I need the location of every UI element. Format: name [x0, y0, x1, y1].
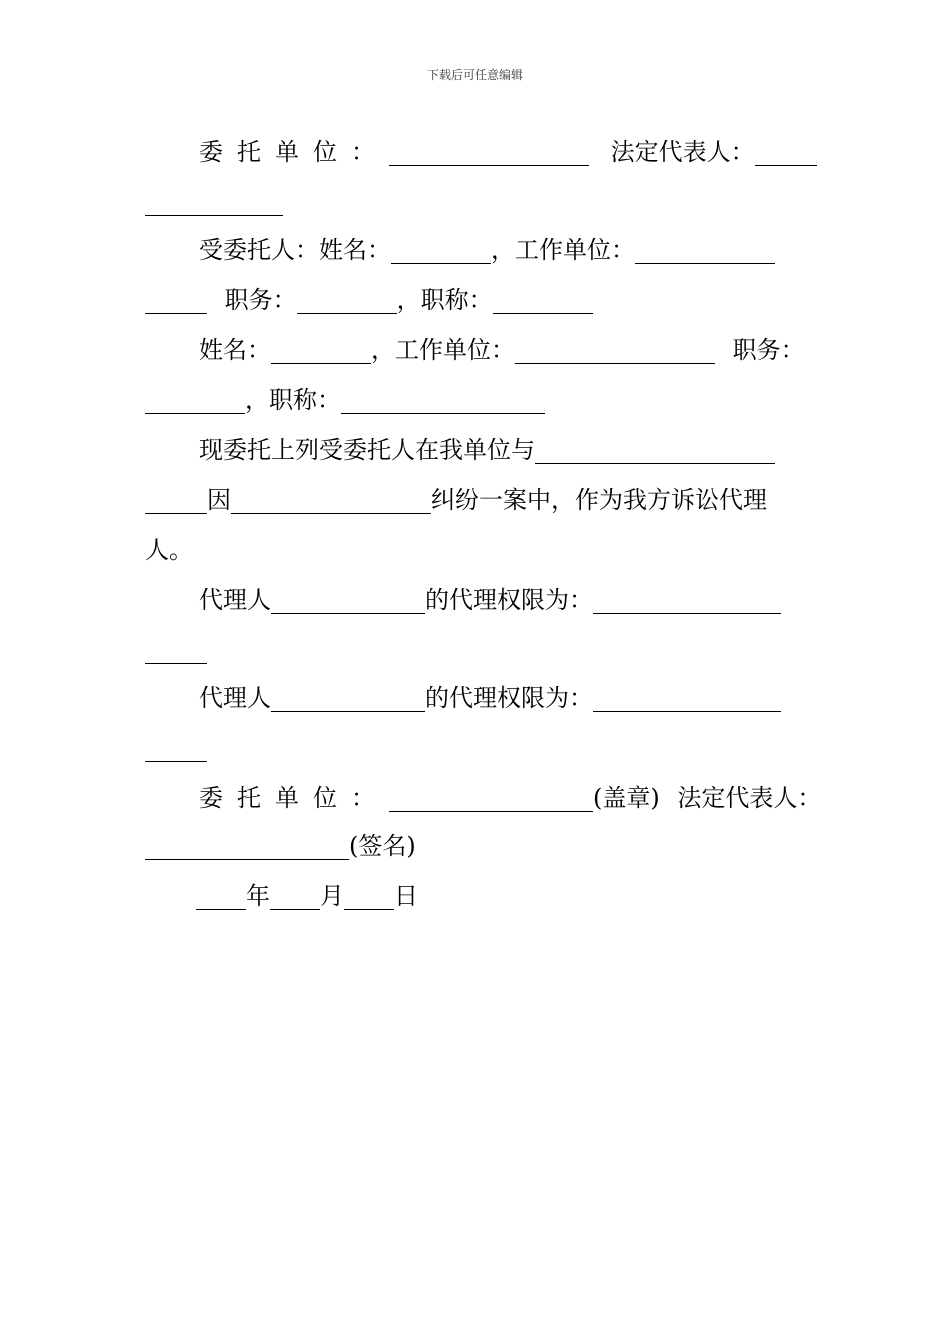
date-line	[196, 880, 876, 912]
authority1-agent-label: 代理人	[199, 586, 271, 614]
authority1-scope-blank[interactable]	[593, 589, 781, 614]
legal-rep-blank-cont-line	[145, 186, 825, 218]
year-blank[interactable]	[196, 885, 246, 910]
signature-cont-line	[145, 830, 825, 862]
case-end-text: 人。	[145, 536, 193, 564]
agent2-name-label: 姓名：	[199, 336, 271, 364]
authority1-scope-label: 的代理权限为：	[425, 586, 593, 614]
because-text: 因	[207, 486, 231, 514]
agent1-workplace-blank-cont[interactable]	[145, 289, 207, 314]
authority2-scope-blank[interactable]	[593, 687, 781, 712]
agent2-position-blank[interactable]	[145, 389, 245, 414]
agent2-workplace-blank[interactable]	[515, 339, 715, 364]
agent2-position-label: 职务：	[732, 336, 805, 364]
agent2-title-label: ，职称：	[245, 386, 341, 414]
agent2-workplace-label: ，工作单位：	[371, 336, 515, 364]
legal-rep-label: 法定代表人：	[610, 138, 755, 166]
legal-rep-blank-cont[interactable]	[145, 191, 283, 216]
agent1-cont-line	[145, 284, 825, 316]
year-label: 年	[246, 882, 270, 910]
agent1-position-label: 职务：	[224, 286, 297, 314]
case-end-line	[145, 534, 825, 566]
agent2-line	[145, 334, 879, 366]
agent1-title-label: ，职称：	[396, 286, 493, 314]
authority2-scope-blank-cont[interactable]	[145, 737, 207, 762]
sign-unit-label: 委托单位：	[199, 784, 389, 812]
day-blank[interactable]	[344, 885, 394, 910]
entrust-line	[145, 434, 879, 466]
agent1-line	[145, 234, 879, 266]
principal-unit-line	[145, 136, 879, 168]
opponent-blank[interactable]	[535, 439, 775, 464]
legal-rep-blank[interactable]	[755, 141, 817, 166]
authority1-line	[145, 584, 879, 616]
authority2-agent-blank[interactable]	[271, 687, 425, 712]
month-blank[interactable]	[270, 885, 320, 910]
seal-label: (盖章)	[593, 784, 660, 812]
case-line	[145, 484, 825, 516]
entrust-text: 现委托上列受委托人在我单位与	[199, 436, 535, 464]
agent2-cont-line	[145, 384, 825, 416]
agent1-name-label: 受委托人：姓名：	[199, 236, 391, 264]
signature-line	[145, 782, 879, 814]
authority1-cont-line	[145, 634, 825, 666]
signature-label: (签名)	[349, 832, 416, 860]
agent1-workplace-label: ，工作单位：	[491, 236, 635, 264]
agent1-title-blank[interactable]	[493, 289, 593, 314]
dispute-blank[interactable]	[231, 489, 431, 514]
opponent-blank-cont[interactable]	[145, 489, 207, 514]
sign-unit-blank[interactable]	[389, 787, 593, 812]
case-text: 纠纷一案中，作为我方诉讼代理	[431, 486, 767, 514]
authority2-cont-line	[145, 732, 825, 764]
authority1-scope-blank-cont[interactable]	[145, 639, 207, 664]
principal-unit-blank[interactable]	[389, 141, 589, 166]
sign-legal-rep-label: 法定代表人：	[677, 784, 822, 812]
authority1-agent-blank[interactable]	[271, 589, 425, 614]
agent1-name-blank[interactable]	[391, 239, 491, 264]
agent1-position-blank[interactable]	[297, 289, 397, 314]
day-label: 日	[394, 882, 418, 910]
agent2-title-blank[interactable]	[341, 389, 545, 414]
sign-legal-rep-blank[interactable]	[145, 835, 349, 860]
agent2-name-blank[interactable]	[271, 339, 371, 364]
authority2-scope-label: 的代理权限为：	[425, 684, 593, 712]
agent1-workplace-blank[interactable]	[635, 239, 775, 264]
authority2-agent-label: 代理人	[199, 684, 271, 712]
month-label: 月	[320, 882, 344, 910]
principal-unit-label: 委托单位：	[199, 138, 389, 166]
authority2-line	[145, 682, 879, 714]
header-note: 下载后可任意编辑	[426, 68, 523, 82]
